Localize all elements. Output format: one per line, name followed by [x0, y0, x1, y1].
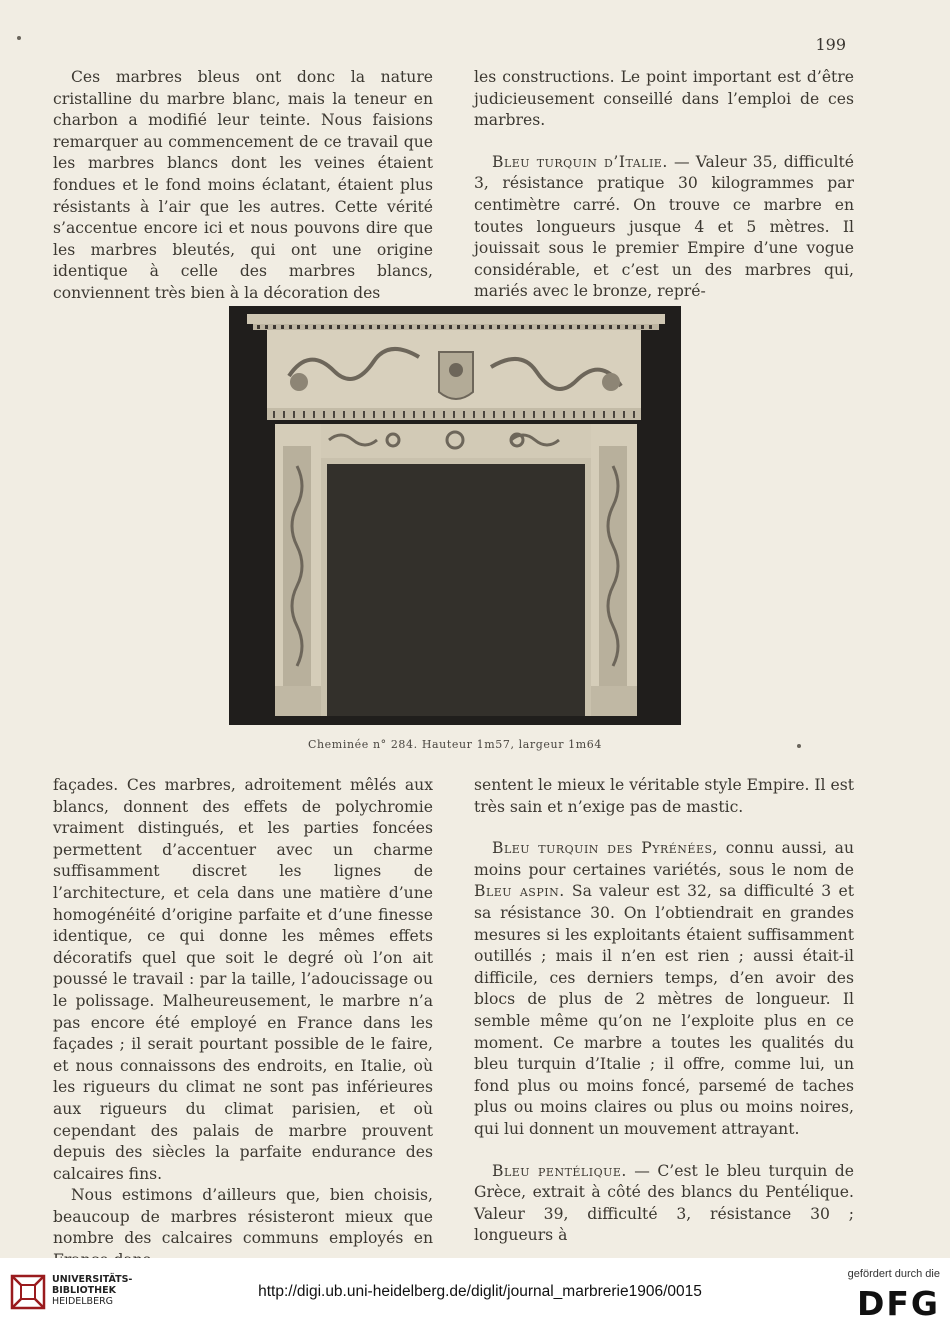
paragraph: les constructions. Le point important est d’être judicieusement conseillé dans l’emploi de ces marbres. — [474, 68, 854, 130]
paragraph-body: — Valeur 35, difficulté 3, résistance pratique 30 kilogrammes par centimètre carré. On trouve ce marbre en toutes longueurs jusque 4 et 5 mètres. Il jouissait sous le premier Empire d’une vogue considérable, et c’est un des marbres qui, mariés avec le bronze, repré- — [474, 152, 854, 301]
library-name-line: UNIVERSITÄTS- — [52, 1274, 133, 1285]
paragraph: façades. Ces marbres, adroitement mêlés aux blancs, donnent des effets de polychromie vraiment distingués, et les parties foncées permettent d’accentuer avec un charme suffisamment discret les lignes de l’architecture, et cela dans une matière d’une homogénéité d’origine parfaite et d’une finesse identique, ce qui donne les mêmes effets décoratifs quel que soit le degré où l’on ait poussé le travail : par la taille, l’adoucissage ou le polissage. Malheureusement, le marbre n’a pas encore été employé en France dans les façades ; il serait pourtant possible de le faire, et nous connaissons des endroits, en Italie, où les rigueurs du climat ne sont pas inférieures aux rigueurs du climat parisien, et où cependant des palais de marbre prouvent depuis des siècles la parfaite endurance des calcaires fins. — [53, 776, 433, 1183]
figure-caption: Cheminée n° 284. Hauteur 1m57, largeur 1m64 — [307, 738, 602, 751]
paragraph — [474, 838, 854, 1140]
text-column-bottom-left — [53, 775, 433, 1272]
text-column-top-left — [53, 67, 433, 305]
marble-heading: Bleu turquin d’Italie. — [492, 152, 668, 171]
library-name-line: BIBLIOTHEK — [52, 1285, 116, 1296]
paragraph: Ces marbres bleus ont donc la nature cristalline du marbre blanc, mais la teneur en charbon a modifié leur teinte. Nous faisions remarquer au commencement de ce travail que les marbres blancs dont les veines étaient fondues et le fond moins éclatant, étaient plus résistants à l’air que les autres. Cette vérité s’accentue encore ici et nous pouvons dire que les marbres bleutés, qui ont une origine identique à celle des marbres blancs, conviennent très bien à la décoration des — [53, 68, 433, 302]
fireplace-photo — [229, 306, 681, 725]
marble-heading: Bleu turquin des Pyrénées, — [492, 839, 718, 858]
paragraph: sentent le mieux le véritable style Empire. Il est très sain et n’exige pas de mastic. — [474, 776, 854, 816]
paragraph: Nous estimons d’ailleurs que, bien choisis, beaucoup de marbres résisteront mieux que nombre des calcaires communs employés en — [53, 1186, 433, 1248]
source-url-link[interactable]: http://digi.ub.uni-heidelberg.de/diglit/journal_marbrerie1906/0015 — [258, 1283, 702, 1300]
dfg-logo: DFG — [856, 1284, 940, 1323]
paragraph-body: — C’est le bleu turquin de Grèce, extrait à côté des blancs du Pentélique. Valeur 39, difficulté 3, résistance 30 ; longueurs à — [474, 1161, 854, 1245]
paragraph-body: Sa valeur est 32, sa difficulté 3 et sa résistance 30. On l’obtiendrait en grandes mesures si les exploitants étaient suffisamment outillés ; mais il n’en est rien ; aussi était-il difficile, ces derniers temps, d’en avoir des blocs de plus de 2 mètres de longueur. Il semble même qu’on ne l’exploite plus en ce moment. Ce marbre a toutes les qualités du bleu turquin d’Italie ; il offre, comme lui, un fond plus ou moins foncé, parsemé de taches plus ou moins claires ou plus ou moins noires, qui lui donnent un mouvement attrayant. — [474, 882, 854, 1138]
dust-speck — [17, 36, 21, 40]
library-name-line: HEIDELBERG — [52, 1296, 114, 1307]
marble-name: Bleu aspin. — [474, 882, 565, 901]
fireplace-illustration — [229, 306, 681, 725]
dust-speck — [797, 744, 801, 748]
paragraph-body: connu aussi, au moins pour certaines variétés, sous le nom de — [474, 839, 854, 879]
digitization-footer — [0, 1258, 950, 1329]
text-column-bottom-right — [474, 775, 854, 1247]
text-column-top-right — [474, 67, 854, 303]
university-seal-icon — [10, 1274, 46, 1310]
paragraph — [474, 152, 854, 303]
library-name — [52, 1274, 132, 1307]
marble-heading: Bleu pentélique. — [492, 1161, 627, 1180]
paragraph — [474, 1161, 854, 1247]
page-number: 199 — [815, 35, 846, 54]
funding-note: gefördert durch die — [847, 1268, 940, 1280]
